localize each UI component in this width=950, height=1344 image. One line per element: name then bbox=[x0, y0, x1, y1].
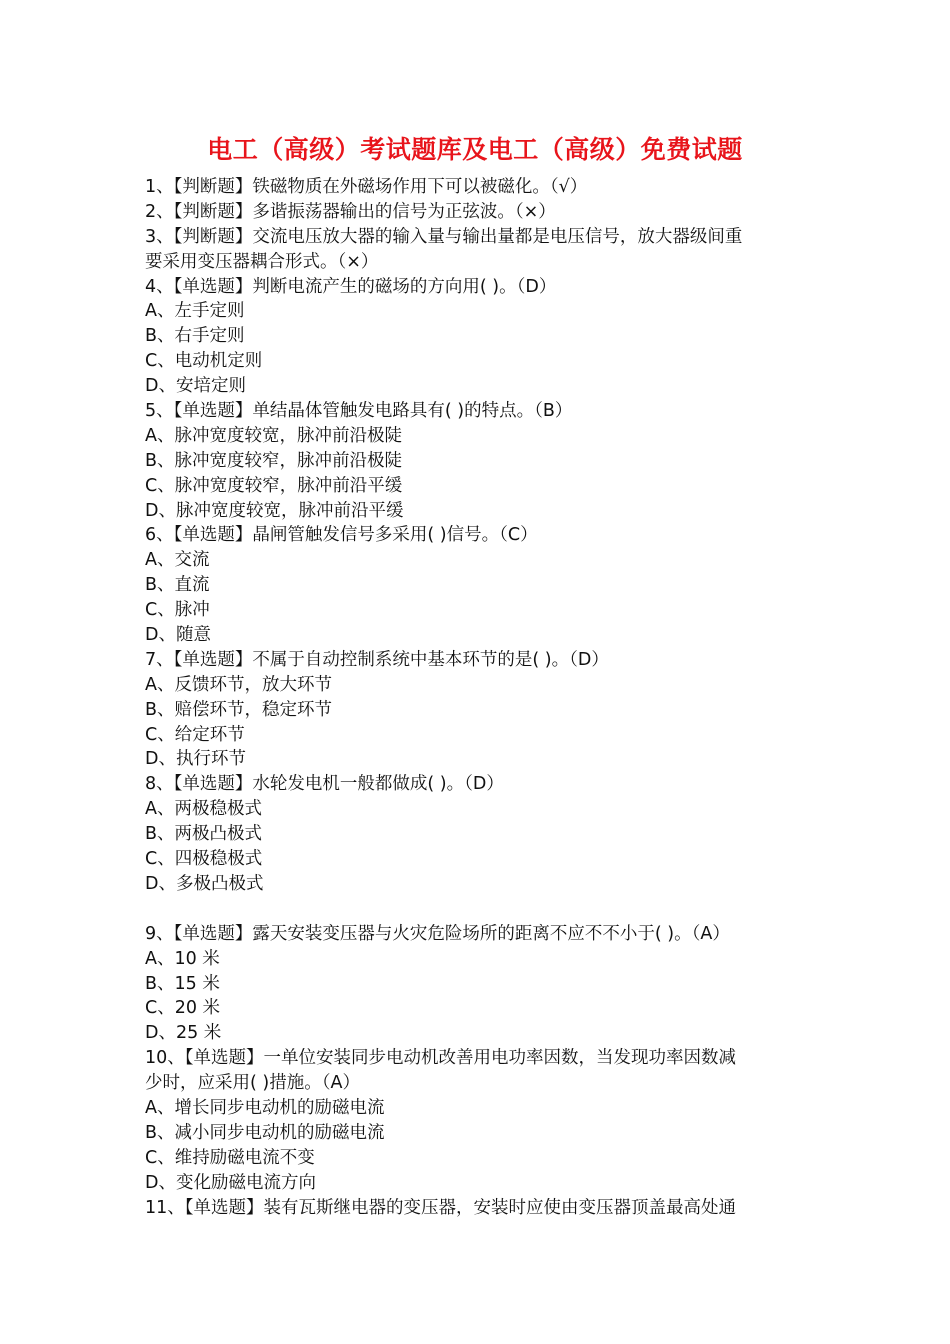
text-line: C、电动机定则 bbox=[145, 351, 263, 372]
text-line: A、交流 bbox=[145, 550, 210, 571]
text-line: D、多极凸极式 bbox=[145, 873, 264, 894]
text-line: C、20 米 bbox=[145, 998, 221, 1019]
text-line: 4、【单选题】判断电流产生的磁场的方向用( )。（D） bbox=[145, 276, 557, 297]
text-line: B、右手定则 bbox=[145, 326, 245, 347]
text-line: C、给定环节 bbox=[145, 724, 245, 745]
text-line: D、变化励磁电流方向 bbox=[145, 1172, 316, 1193]
text-line: D、执行环节 bbox=[145, 749, 246, 770]
text-line: B、15 米 bbox=[145, 973, 220, 994]
text-line: B、脉冲宽度较窄，脉冲前沿极陡 bbox=[145, 450, 403, 471]
text-line: B、减小同步电动机的励磁电流 bbox=[145, 1122, 385, 1143]
text-line: A、增长同步电动机的励磁电流 bbox=[145, 1097, 385, 1118]
text-line: 10、【单选题】一单位安装同步电动机改善用电功率因数，当发现功率因数减 bbox=[145, 1048, 737, 1069]
text-line: 2、【判断题】多谐振荡器输出的信号为正弦波。（×） bbox=[145, 201, 556, 222]
text-line: 6、【单选题】晶闸管触发信号多采用( )信号。（C） bbox=[145, 525, 538, 546]
text-line: 3、【判断题】交流电压放大器的输入量与输出量都是电压信号，放大器级间重 bbox=[145, 226, 743, 247]
text-line: A、左手定则 bbox=[145, 301, 245, 322]
text-line: A、两极稳极式 bbox=[145, 799, 262, 820]
text-line: 11、【单选题】装有瓦斯继电器的变压器，安装时应使由变压器顶盖最高处通 bbox=[145, 1197, 737, 1218]
text-line: A、反馈环节，放大环节 bbox=[145, 674, 332, 695]
text-line: 5、【单选题】单结晶体管触发电路具有( )的特点。（B） bbox=[145, 401, 573, 422]
text-line: A、脉冲宽度较宽，脉冲前沿极陡 bbox=[145, 425, 402, 446]
text-line: B、赔偿环节，稳定环节 bbox=[145, 699, 333, 720]
text-line: A、10 米 bbox=[145, 948, 220, 969]
blank-line bbox=[145, 897, 810, 922]
text-line: B、两极凸极式 bbox=[145, 824, 263, 845]
text-line: D、随意 bbox=[145, 625, 211, 646]
text-line: 9、【单选题】露天安装变压器与火灾危险场所的距离不应不不小于( )。（A） bbox=[145, 923, 730, 944]
text-line: 7、【单选题】不属于自动控制系统中基本环节的是( )。（D） bbox=[145, 649, 609, 670]
text-line: D、25 米 bbox=[145, 1023, 222, 1044]
text-line: C、脉冲 bbox=[145, 600, 210, 621]
text-line: D、脉冲宽度较宽，脉冲前沿平缓 bbox=[145, 500, 404, 521]
text-line: D、安培定则 bbox=[145, 376, 246, 397]
text-line: C、四极稳极式 bbox=[145, 849, 263, 870]
text-line: 1、【判断题】铁磁物质在外磁场作用下可以被磁化。（√） bbox=[145, 177, 588, 197]
question-list bbox=[145, 175, 810, 1220]
text-line: 要采用变压器耦合形式。（×） bbox=[145, 251, 379, 272]
text-line: C、维持励磁电流不变 bbox=[145, 1147, 315, 1168]
text-line: B、直流 bbox=[145, 575, 210, 596]
text-line: 少时，应采用( )措施。（A） bbox=[145, 1073, 360, 1094]
text-line: 8、【单选题】水轮发电机一般都做成( )。（D） bbox=[145, 774, 504, 795]
document-title: 电工（高级）考试题库及电工（高级）免费试题 bbox=[207, 135, 743, 164]
text-line: C、脉冲宽度较窄，脉冲前沿平缓 bbox=[145, 475, 403, 496]
